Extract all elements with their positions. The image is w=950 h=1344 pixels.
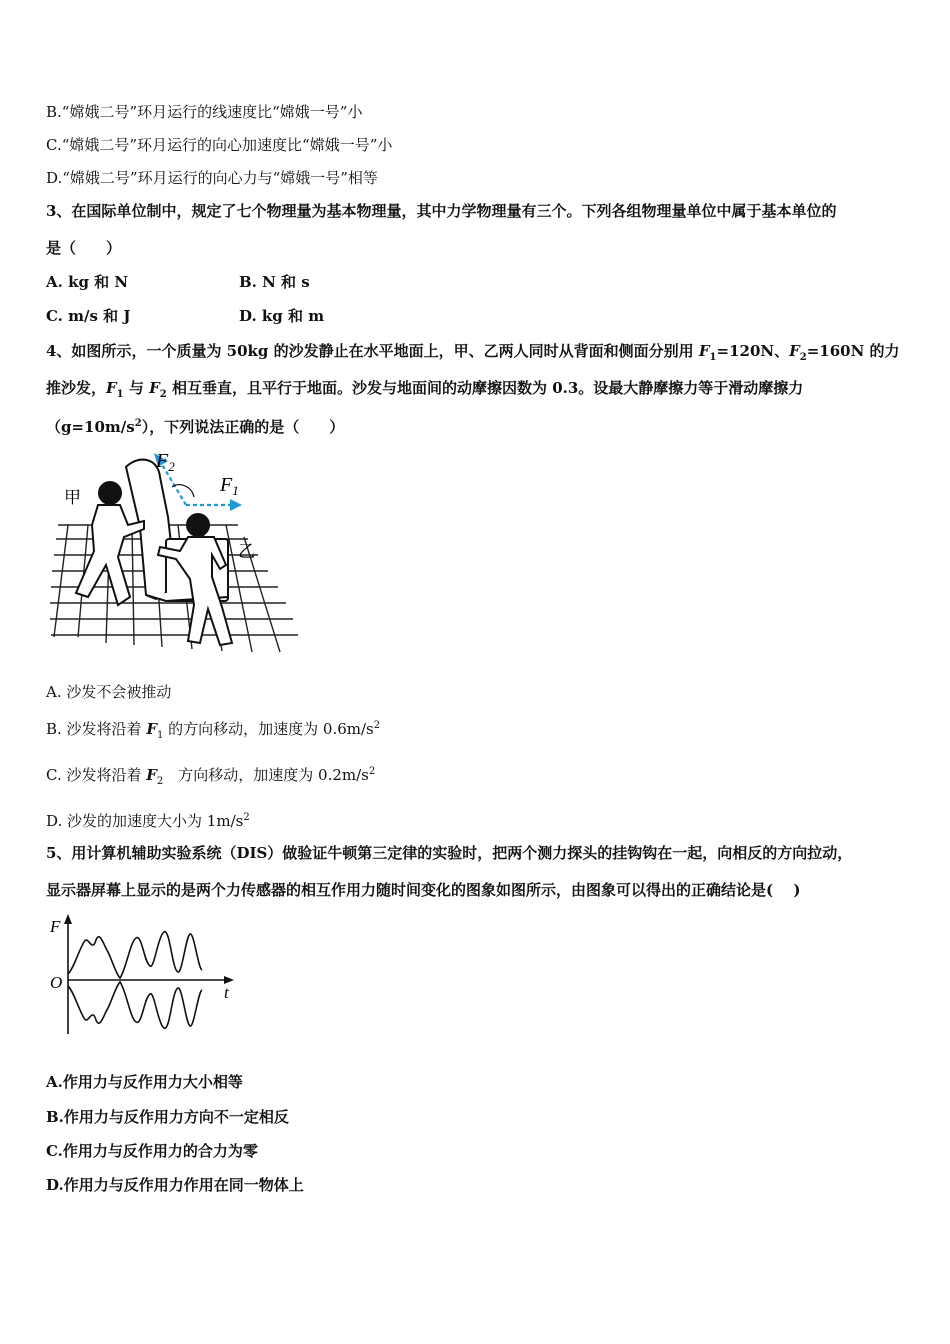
q4-option-a: A. 沙发不会被推动	[46, 683, 172, 701]
q5-option-b: B.作用力与反作用力方向不一定相反	[46, 1108, 289, 1126]
label-yi: 乙	[238, 542, 255, 562]
force-curve-lower	[68, 982, 202, 1028]
q2-option-d: D.“嫦娥二号”环月运行的向心力与“嫦娥一号”相等	[46, 169, 378, 187]
q2-option-c: C.“嫦娥二号”环月运行的向心加速度比“嫦娥一号”小	[46, 136, 393, 154]
q3-stem-line1: 3、在国际单位制中，规定了七个物理量为基本物理量，其中力学物理量有三个。下列各组物理量单位中属于基本单位的	[46, 202, 837, 220]
force-curve-upper	[68, 932, 202, 978]
q5-option-d: D.作用力与反作用力作用在同一物体上	[46, 1176, 304, 1194]
sofa-push-figure	[48, 447, 300, 657]
q5-option-a: A.作用力与反作用力大小相等	[46, 1073, 243, 1091]
f-axis-arrow	[64, 914, 72, 924]
axis-label-f: F	[50, 917, 61, 936]
q2-option-b: B.“嫦娥二号”环月运行的线速度比“嫦娥一号”小	[46, 103, 363, 121]
q4-option-b: B. 沙发将沿着 $F_1$ 的方向移动，加速度为 $0.6m/s^2$	[46, 720, 381, 741]
axis-label-t: t	[224, 983, 229, 1002]
axis-label-o: O	[50, 973, 63, 992]
label-jia: 甲	[64, 488, 81, 508]
force-time-graph	[44, 912, 240, 1038]
f2-label: $F_2$	[156, 450, 175, 474]
q4-option-d: D. 沙发的加速度大小为 $1m/s^2$	[46, 812, 250, 830]
q4-stem-line1: 4、如图所示，一个质量为 50kg 的沙发静止在水平地面上，甲、乙两人同时从背面和侧面分别用 $F_1=120N$、$F_2=160N$ 的力	[46, 342, 900, 363]
q3-option-b: B. N 和 s	[239, 273, 310, 291]
f1-label: $F_1$	[220, 474, 239, 498]
f1-arrowhead	[230, 499, 242, 511]
q3-option-d: D. kg 和 m	[239, 307, 325, 325]
q5-option-c: C.作用力与反作用力的合力为零	[46, 1142, 258, 1160]
q4-stem-line2: 推沙发，$F_1$ 与 $F_2$ 相互垂直，且平行于地面。沙发与地面间的动摩擦因数为 0.3。设最大静摩擦力等于滑动摩擦力	[46, 379, 804, 400]
q5-stem-line1: 5、用计算机辅助实验系统（DIS）做验证牛顿第三定律的实验时，把两个测力探头的挂钩钩在一起，向相反的方向拉动，	[46, 844, 853, 862]
q3-stem-line2: 是（ ）	[46, 239, 122, 257]
q5-stem-line2: 显示器屏幕上显示的是两个力传感器的相互作用力随时间变化的图象如图所示，由图象可以得出的正确结论是( )	[46, 881, 801, 899]
q4-option-c: C. 沙发将沿着 $F_2$ 方向移动，加速度为 $0.2m/s^2$	[46, 766, 376, 787]
q3-option-c: C. m/s 和 J	[46, 307, 131, 325]
q3-option-a: A. kg 和 N	[46, 273, 129, 291]
q4-stem-line3: $(g=10m/s^2)$，下列说法正确的是（ ）	[46, 418, 345, 436]
